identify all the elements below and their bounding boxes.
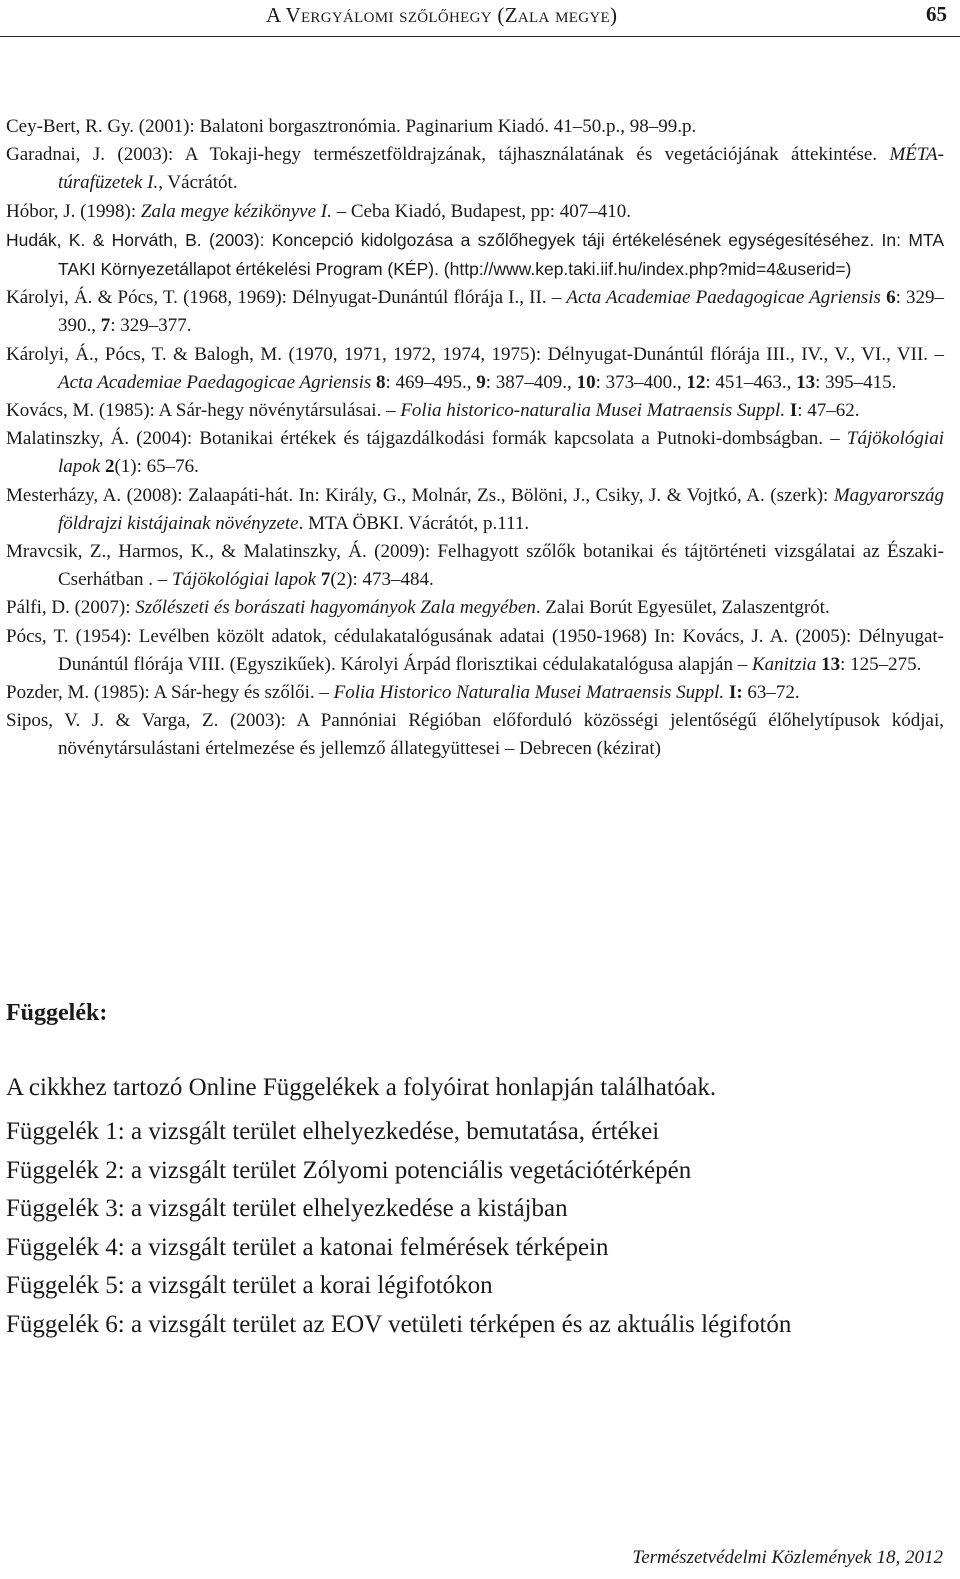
appendix-item: Függelék 1: a vizsgált terület elhelyezkedése, bemutatása, értékei: [6, 1118, 660, 1145]
reference-entry: Kovács, M. (1985): A Sár-hegy növénytársulásai. – Folia historico-naturalia Musei Matraensis Suppl. I: 47–62.: [6, 400, 860, 422]
journal-footer: Természetvédelmi Közlemények 18, 2012: [632, 1547, 943, 1568]
appendix-heading: Függelék:: [6, 1000, 108, 1026]
reference-entry: Pócs, T. (1954): Levélben közölt adatok, cédulakatalógusának adatai (1950-1968) In: Kovács, J. A. (2005): Délnyugat-Dunántúl flórája VIII. (Egyszikűek). Károlyi Árpád florisztikai cédulakatalógusa alapján – Kanitzia 13: 125–275.: [6, 625, 944, 675]
appendix-intro: A cikkhez tartozó Online Függelékek a folyóirat honlapján találhatóak.: [6, 1074, 717, 1101]
running-title: A Vergyálomi szőlőhegy (Zala megye): [266, 3, 618, 27]
reference-entry: Pozder, M. (1985): A Sár-hegy és szőlői. – Folia Historico Naturalia Musei Matraensis Suppl. I: 63–72.: [6, 682, 800, 704]
reference-entry: Mesterházy, A. (2008): Zalaapáti-hát. In: Király, G., Molnár, Zs., Bölöni, J., Csiky, J. & Vojtkó, A. (szerk): Magyarország földrajzi kistájainak növényzete. MTA ÖBKI. Vácrátót, p.111.: [6, 484, 944, 534]
reference-entry: Malatinszky, Á. (2004): Botanikai értékek és tájgazdálkodási formák kapcsolata a Putnoki-dombságban. – Tájökológiai lapok 2(1): 65–76.: [6, 428, 944, 478]
reference-list: [6, 113, 944, 764]
appendix-item: Függelék 4: a vizsgált terület a katonai felmérések térképein: [6, 1233, 609, 1261]
running-header: [0, 0, 960, 37]
reference-entry: Hóbor, J. (1998): Zala megye kézikönyve I. – Ceba Kiadó, Budapest, pp: 407–410.: [6, 200, 632, 222]
reference-entry: Hudák, K. & Horváth, B. (2003): Koncepció kidolgozása a szőlőhegyek táji értékelésének egységesítéséhez. In: MTA TAKI Környezetállapot értékelési Program (KÉP). (http://www.kep.taki.iif.hu/index.php?mid=4&userid=): [6, 229, 944, 280]
appendix-item: Függelék 5: a vizsgált terület a korai légifotókon: [6, 1272, 493, 1299]
reference-entry: Sipos, V. J. & Varga, Z. (2003): A Pannóniai Régióban előforduló közösségi jelentőségű élőhelytípusok kódjai, növénytársulástani értelmezése és jellemző állategyüttesei – Debrecen (kézirat): [6, 710, 944, 760]
reference-entry: Pálfi, D. (2007): Szőlészeti és borászati hagyományok Zala megyében. Zalai Borút Egyesület, Zalaszentgrót.: [6, 597, 830, 619]
reference-entry: Cey-Bert, R. Gy. (2001): Balatoni borgasztronómia. Paginarium Kiadó. 41–50.p., 98–99.p.: [6, 116, 697, 137]
page-number: 65: [926, 2, 947, 26]
reference-entry: Mravcsik, Z., Harmos, K., & Malatinszky, Á. (2009): Felhagyott szőlők botanikai és tájtörténeti vizsgálatai az Északi-Cserhátban . – Tájökológiai lapok 7(2): 473–484.: [6, 541, 944, 591]
appendix-list: [6, 1113, 791, 1344]
reference-entry: Károlyi, Á. & Pócs, T. (1968, 1969): Délnyugat-Dunántúl flórája I., II. – Acta Academiae Paedagogicae Agriensis 6: 329–390., 7: 329–377.: [6, 287, 945, 337]
reference-entry: Károlyi, Á., Pócs, T. & Balogh, M. (1970, 1971, 1972, 1974, 1975): Délnyugat-Dunántúl flórája III., IV., V., VI., VII. – Acta Academiae Paedagogicae Agriensis 8: 469–495., 9: 387–409., 10: 373–400., 12: 451–463., 13: 395–415.: [6, 343, 944, 393]
reference-entry: Garadnai, J. (2003): A Tokaji-hegy természetföldrajzának, tájhasználatának és vegetációjának áttekintése. MÉTA-túrafüzetek I., Vácrátót.: [6, 144, 944, 194]
appendix-item: Függelék 2: a vizsgált terület Zólyomi potenciális vegetációtérképén: [6, 1156, 692, 1184]
appendix-item: Függelék 6: a vizsgált terület az EOV vetületi térképen és az aktuális légifotón: [6, 1310, 792, 1338]
appendix-item: Függelék 3: a vizsgált terület elhelyezkedése a kistájban: [6, 1195, 568, 1222]
